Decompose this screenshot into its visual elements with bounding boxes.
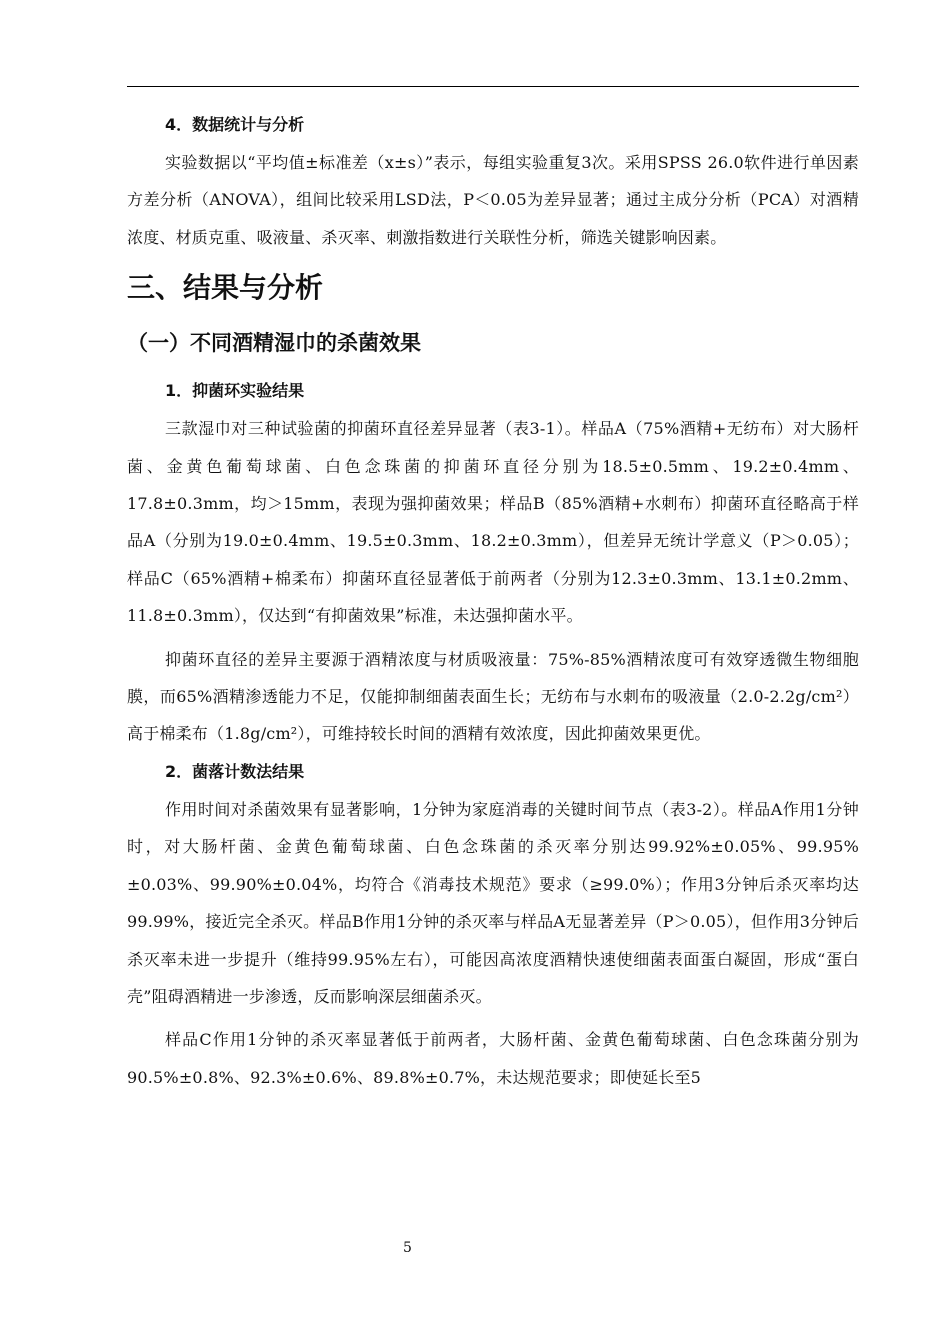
item-1-paragraph-2: 抑菌环直径的差异主要源于酒精浓度与材质吸液量：75%-85%酒精浓度可有效穿透微生物细胞膜，而65%酒精渗透能力不足，仅能抑制细菌表面生长；无纺布与水刺布的吸液量（2.0-2.2g/cm²）高于棉柔布（1.8g/cm²），可维持较长时间的酒精有效浓度，因此抑菌效果更优。 (127, 649, 859, 744)
item-1-paragraph-1: 三款湿巾对三种试验菌的抑菌环直径差异显著（表3-1）。样品A（75%酒精+无纺布）对大肠杆菌、金黄色葡萄球菌、白色念珠菌的抑菌环直径分别为18.5±0.5mm、19.2±0.4mm、17.8±0.3mm，均＞15mm，表现为强抑菌效果；样品B（85%酒精+水刺布）抑菌环直径略高于样品A（分别为19.0±0.4mm、19.5±0.3mm、18.2±0.3mm），但差异无统计学意义（P＞0.05）；样品C（65%酒精+棉柔布）抑菌环直径显著低于前两者（分别为12.3±0.3mm、13.1±0.2mm、11.8±0.3mm），仅达到“有抑菌效果”标准，未达强抑菌水平。 (127, 419, 859, 626)
chapter-heading: 三、结果与分析 (127, 271, 324, 305)
header-rule (127, 86, 859, 87)
item-2-paragraph-1: 作用时间对杀菌效果有显著影响，1分钟为家庭消毒的关键时间节点（表3-2）。样品A作用1分钟时，对大肠杆菌、金黄色葡萄球菌、白色念珠菌的杀灭率分别达99.92%±0.05%、99.95%±0.03%、99.90%±0.04%，均符合《消毒技术规范》要求（≥99.0%）；作用3分钟后杀灭率均达99.99%，接近完全杀灭。样品B作用1分钟的杀灭率与样品A无显著差异（P＞0.05），但作用3分钟后杀灭率未进一步提升（维持99.95%左右），可能因高浓度酒精快速使细菌表面蛋白凝固，形成“蛋白壳”阻碍酒精进一步渗透，反而影响深层细菌杀灭。 (127, 799, 859, 1006)
section-4-paragraph: 实验数据以“平均值±标准差（x±s）”表示，每组实验重复3次。采用SPSS 26.0软件进行单因素方差分析（ANOVA），组间比较采用LSD法，P＜0.05为差异显著；通过主成分分析（PCA）对酒精浓度、材质克重、吸液量、杀灭率、刺激指数进行关联性分析，筛选关键影响因素。 (127, 153, 859, 247)
item-1-heading: 1．抑菌环实验结果 (165, 381, 305, 401)
section-4-heading: 4．数据统计与分析 (165, 115, 305, 134)
item-2-heading: 2．菌落计数法结果 (165, 761, 305, 781)
page-number: 5 (403, 1240, 412, 1256)
document-body (127, 106, 859, 1096)
subsection-heading: （一）不同酒精湿巾的杀菌效果 (127, 331, 421, 356)
item-2-paragraph-2: 样品C作用1分钟的杀灭率显著低于前两者，大肠杆菌、金黄色葡萄球菌、白色念珠菌分别为90.5%±0.8%、92.3%±0.6%、89.8%±0.7%，未达规范要求；即使延长至5 (127, 1030, 859, 1087)
